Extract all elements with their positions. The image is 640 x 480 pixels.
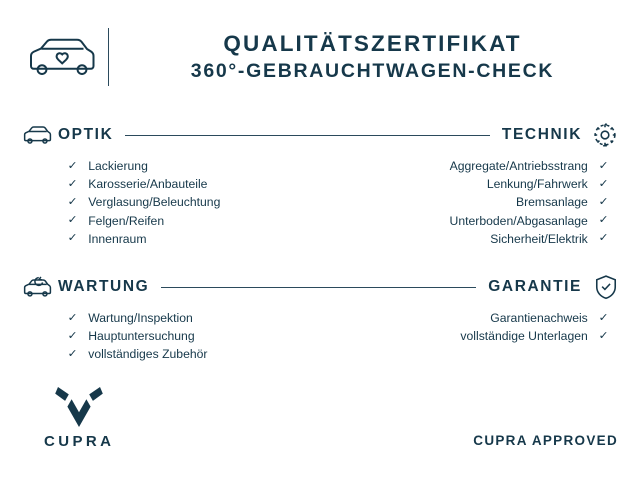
list-item bbox=[320, 157, 608, 175]
check-icon: ✓ bbox=[67, 177, 78, 190]
car-front-icon bbox=[22, 124, 58, 146]
section-lists-optik-technik bbox=[22, 157, 618, 248]
list-item-label: Felgen/Reifen bbox=[88, 213, 165, 228]
page-title: QUALITÄTSZERTIFIKAT bbox=[223, 30, 522, 56]
list-item-label: Aggregate/Antriebsstrang bbox=[449, 159, 588, 173]
brand-name: CUPRA bbox=[44, 433, 115, 450]
check-icon: ✓ bbox=[67, 214, 78, 227]
check-icon: ✓ bbox=[67, 232, 78, 245]
car-heart-icon bbox=[22, 32, 100, 82]
header-titles bbox=[131, 31, 618, 83]
list-item-label: Lenkung/Fahrwerk bbox=[486, 177, 588, 192]
list-item-label: Unterboden/Abgasanlage bbox=[449, 213, 588, 228]
list-item-label: Sicherheit/Elektrik bbox=[490, 231, 588, 246]
list-garantie bbox=[320, 309, 618, 364]
list-item bbox=[68, 309, 320, 327]
list-item bbox=[68, 175, 320, 193]
approved-label: CUPRA APPROVED bbox=[473, 433, 618, 448]
check-icon: ✓ bbox=[598, 177, 609, 190]
list-item-label: Garantienachweis bbox=[490, 311, 588, 326]
check-icon: ✓ bbox=[598, 214, 609, 227]
section-header-optik-technik bbox=[22, 122, 618, 148]
check-icon: ✓ bbox=[598, 159, 609, 172]
check-icon: ✓ bbox=[67, 311, 78, 324]
list-item bbox=[320, 193, 608, 211]
shield-check-icon bbox=[582, 274, 618, 300]
list-item-label: vollständiges Zubehör bbox=[88, 347, 208, 362]
check-icon: ✓ bbox=[598, 329, 609, 342]
list-item bbox=[68, 193, 320, 211]
section-heading-optik: OPTIK bbox=[58, 126, 114, 143]
list-item bbox=[320, 230, 608, 248]
list-wartung bbox=[22, 309, 320, 364]
car-service-icon bbox=[22, 275, 58, 299]
footer bbox=[22, 387, 618, 450]
list-item-label: Hauptuntersuchung bbox=[88, 329, 195, 344]
section-heading-wartung: WARTUNG bbox=[58, 278, 150, 296]
list-item-label: Karosserie/Anbauteile bbox=[88, 177, 208, 192]
list-item bbox=[320, 309, 608, 327]
list-item-label: Wartung/Inspektion bbox=[88, 311, 193, 326]
section-heading-technik: TECHNIK bbox=[501, 126, 582, 143]
check-icon: ✓ bbox=[67, 196, 78, 208]
section-header-wartung-garantie bbox=[22, 274, 618, 300]
section-heading-garantie: GARANTIE bbox=[488, 278, 582, 296]
list-item bbox=[68, 157, 320, 175]
list-item-label: Verglasung/Beleuchtung bbox=[88, 195, 221, 210]
cupra-logo-icon bbox=[50, 387, 108, 427]
check-icon: ✓ bbox=[67, 329, 78, 342]
header-divider bbox=[108, 28, 109, 86]
list-item-label: vollständige Unterlagen bbox=[460, 329, 588, 344]
list-item-label: Lackierung bbox=[88, 159, 148, 173]
check-icon: ✓ bbox=[67, 348, 78, 361]
list-item-label: Bremsanlage bbox=[515, 195, 588, 210]
list-item bbox=[68, 327, 320, 345]
list-optik bbox=[22, 157, 320, 248]
check-icon: ✓ bbox=[598, 196, 609, 208]
check-icon: ✓ bbox=[598, 311, 609, 324]
list-item bbox=[320, 175, 608, 193]
section-rule bbox=[125, 135, 490, 136]
check-icon: ✓ bbox=[67, 159, 78, 172]
gear-icon bbox=[582, 122, 618, 148]
section-rule bbox=[161, 287, 476, 288]
header bbox=[22, 18, 618, 100]
section-lists-wartung-garantie bbox=[22, 309, 618, 364]
list-item bbox=[320, 327, 608, 345]
check-icon: ✓ bbox=[598, 232, 609, 245]
list-item bbox=[68, 230, 320, 248]
list-technik bbox=[320, 157, 618, 248]
list-item-label: Innenraum bbox=[88, 231, 147, 246]
list-item bbox=[320, 212, 608, 230]
brand-block bbox=[22, 387, 114, 450]
list-item bbox=[68, 345, 320, 363]
page-subtitle: 360°-GEBRAUCHTWAGEN-CHECK bbox=[190, 59, 555, 82]
list-item bbox=[68, 212, 320, 230]
